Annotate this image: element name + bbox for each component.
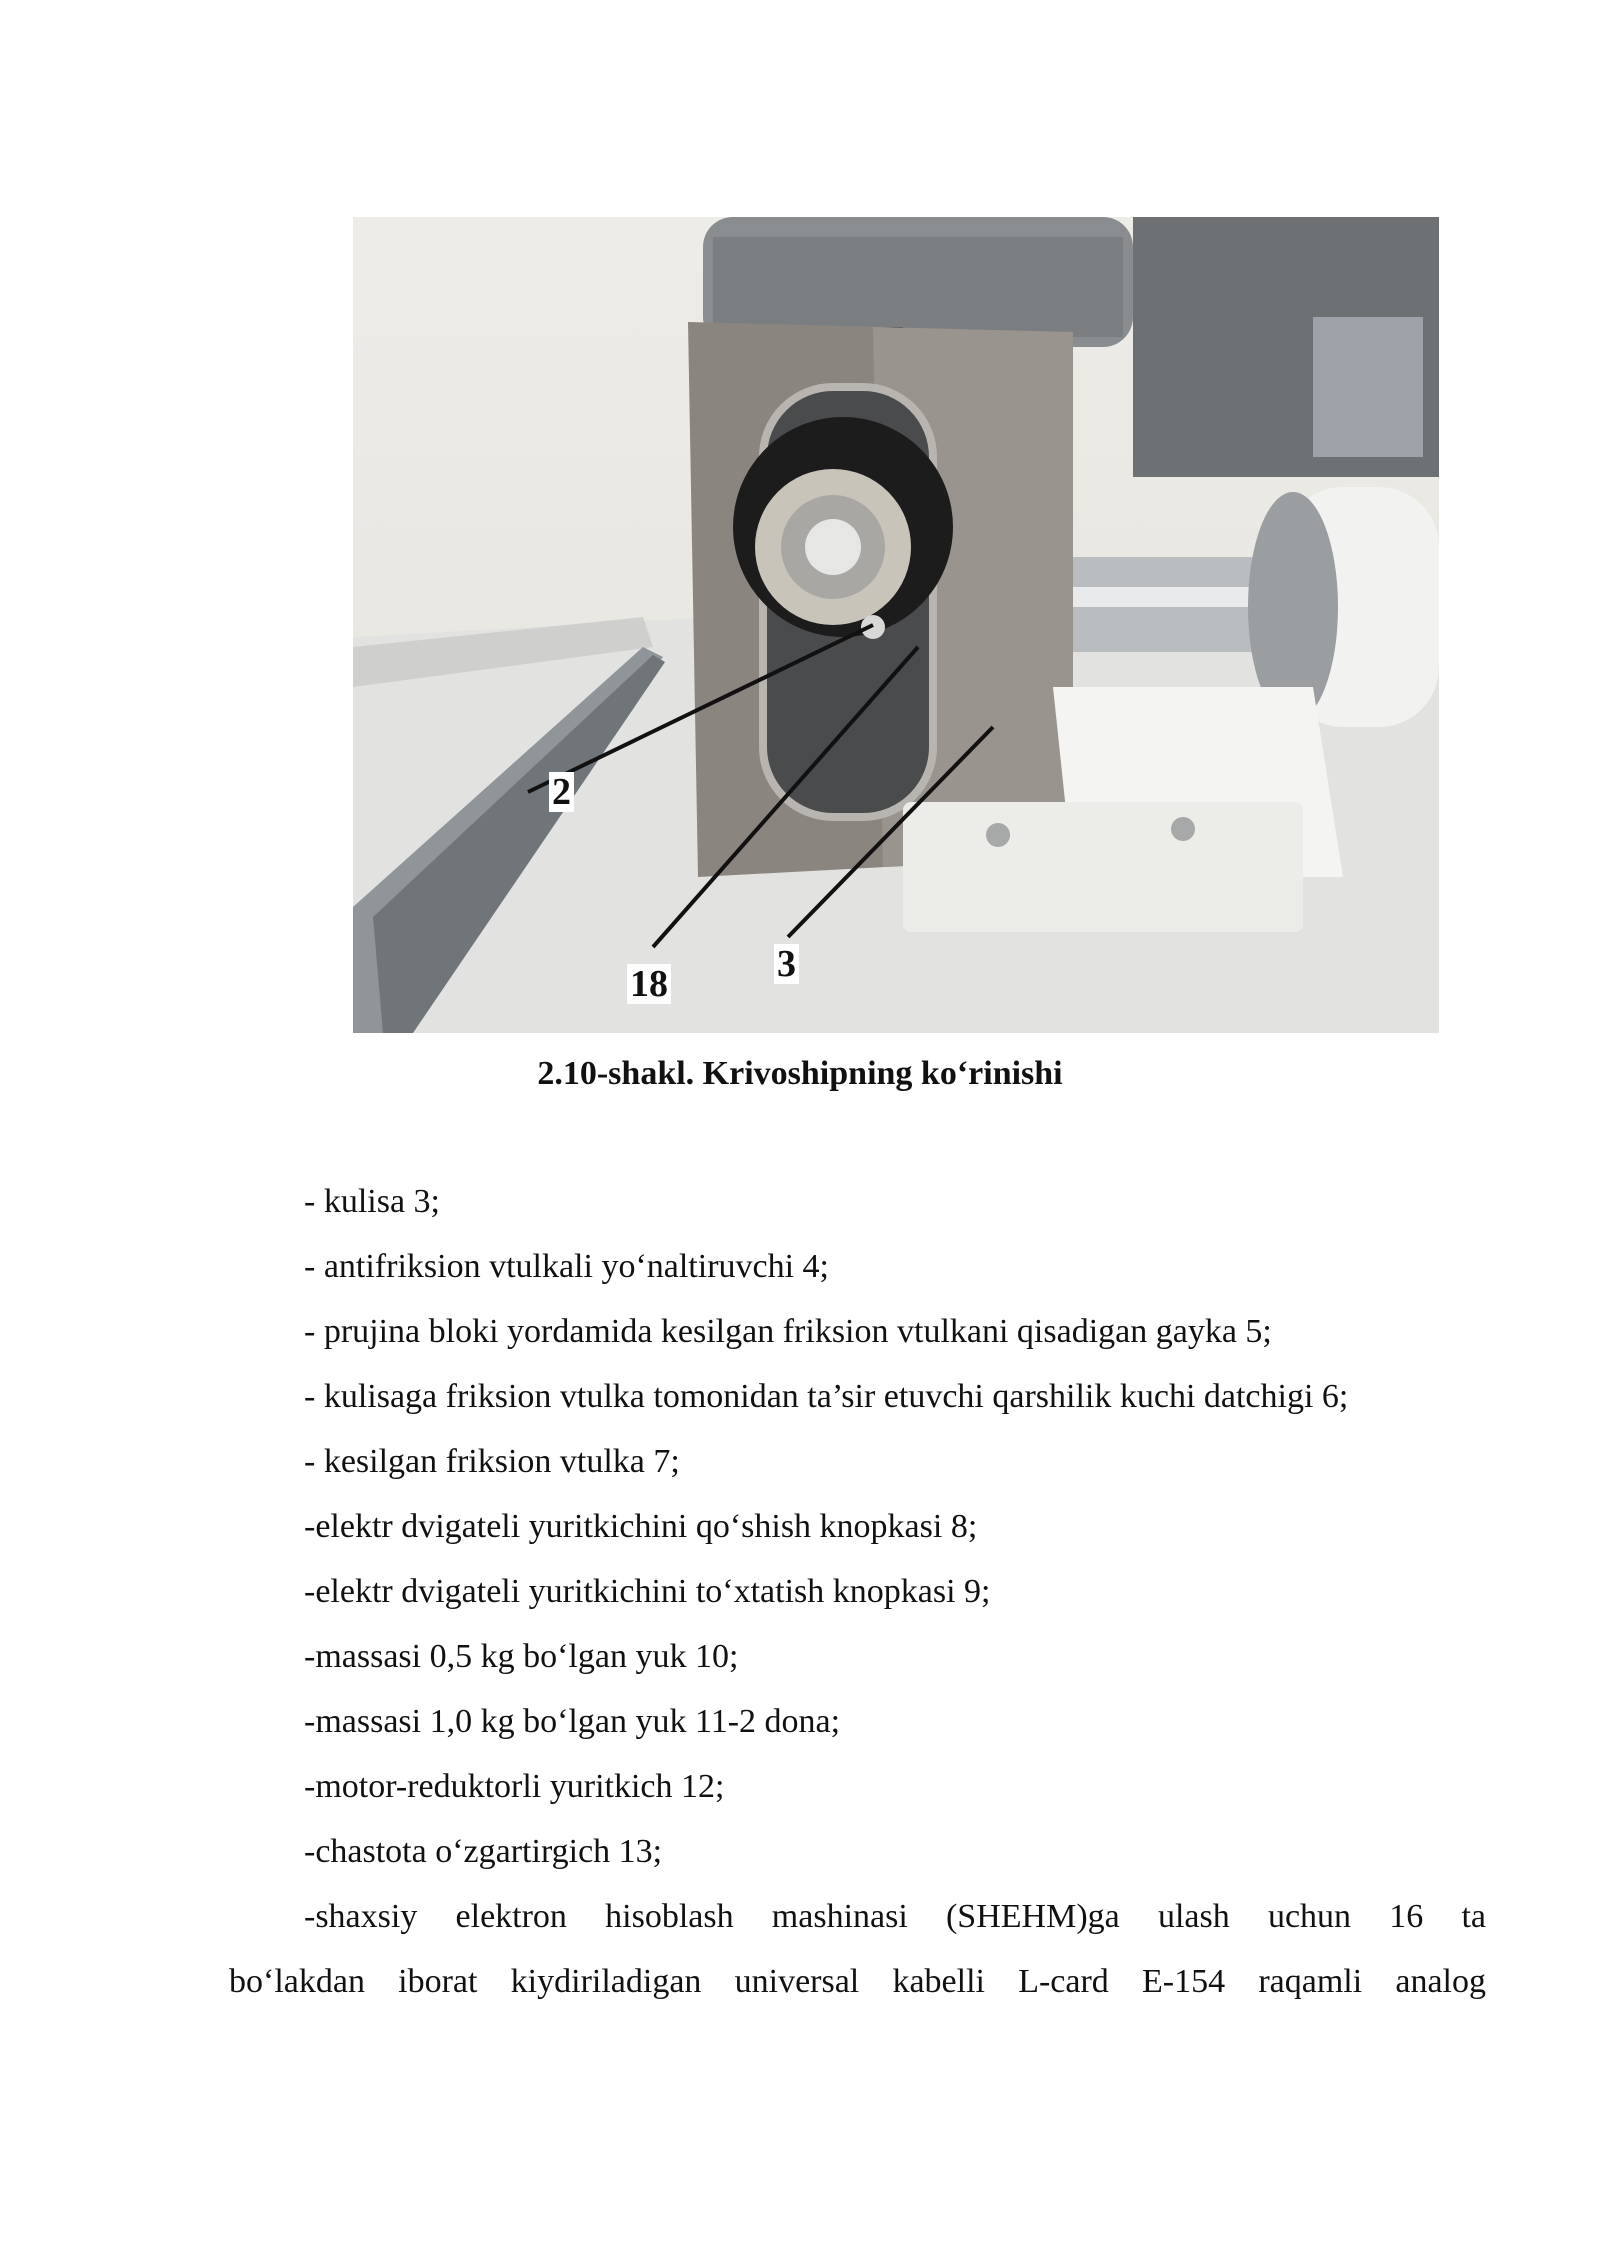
list-item: -elektr dvigateli yuritkichini to‘xtatish knopkasi 9; (304, 1573, 991, 1610)
photo-illustration (353, 217, 1439, 1033)
list-item: -elektr dvigateli yuritkichini qo‘shish knopkasi 8; (304, 1508, 978, 1545)
motor-label-plate (1313, 317, 1423, 457)
callout-18: 18 (627, 964, 671, 1004)
bearing-bolt (805, 519, 861, 575)
list-item: -massasi 0,5 kg bo‘lgan yuk 10; (304, 1638, 739, 1675)
list-item: - prujina bloki yordamida kesilgan friksion vtulkani qisadigan gayka 5; (304, 1313, 1272, 1350)
list-item: -chastota o‘zgartirgich 13; (304, 1833, 663, 1870)
list-item: -massasi 1,0 kg bo‘lgan yuk 11-2 dona; (304, 1703, 841, 1740)
list-item: - kulisa 3; (304, 1183, 440, 1220)
figure-caption: 2.10-shakl. Krivoshipning ko‘rinishi (537, 1055, 1063, 1092)
callout-2: 2 (549, 772, 574, 812)
list-item: - kulisaga friksion vtulka tomonidan ta’sir etuvchi qarshilik kuchi datchigi 6; (304, 1378, 1349, 1415)
base-screw-1 (986, 823, 1010, 847)
callout-3: 3 (774, 944, 799, 984)
paragraph-line-1: -shaxsiy elektron hisoblash mashinasi (SHEHM)ga ulash uchun 16 ta (304, 1898, 1486, 1935)
crank-mechanism-photo (353, 217, 1439, 1033)
paragraph-line-2: bo‘lakdan iborat kiydiriladigan universal kabelli L-card E-154 raqamli analog (229, 1963, 1486, 2000)
list-item: - antifriksion vtulkali yo‘naltiruvchi 4; (304, 1248, 830, 1285)
knurled-knob-band (713, 237, 1123, 337)
white-base-block (903, 802, 1303, 932)
list-item: - kesilgan friksion vtulka 7; (304, 1443, 680, 1480)
list-item: -motor-reduktorli yuritkich 12; (304, 1768, 725, 1805)
base-screw-2 (1171, 817, 1195, 841)
